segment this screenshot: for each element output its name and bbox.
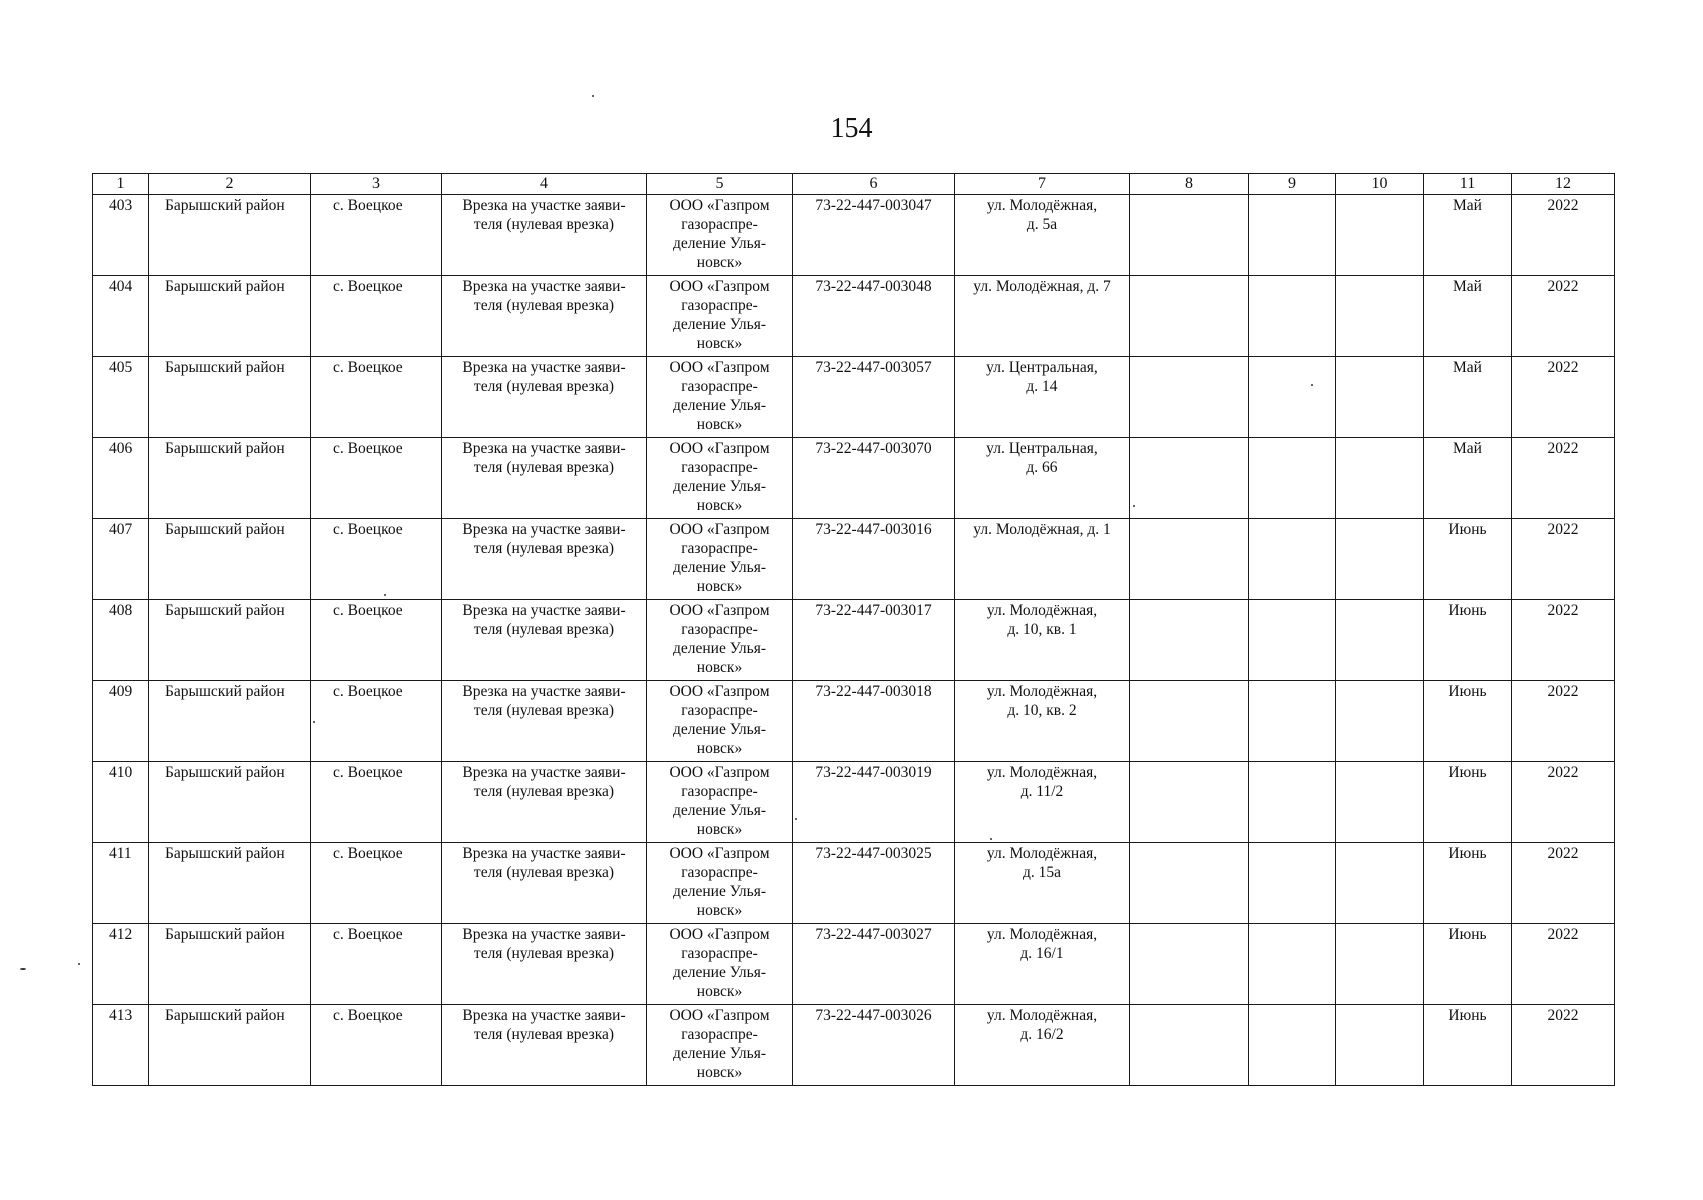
column-9-cell xyxy=(1249,438,1336,519)
settlement-cell: с. Воецкое xyxy=(311,843,442,924)
work-type-cell xyxy=(442,762,647,843)
organization-cell-line: газораспре- xyxy=(681,297,758,314)
address-cell-line: д. 15а xyxy=(1022,864,1062,881)
district-cell: Барышский район xyxy=(149,762,311,843)
column-header-5: 5 xyxy=(647,174,793,195)
column-10-cell xyxy=(1336,924,1424,1005)
district-cell: Барышский район xyxy=(149,843,311,924)
work-type-cell-line: Врезка на участке заяви- xyxy=(462,1007,626,1024)
address-cell xyxy=(955,924,1130,1005)
column-10-cell xyxy=(1336,762,1424,843)
month-cell: Июнь xyxy=(1424,681,1512,762)
month-cell: Июнь xyxy=(1424,762,1512,843)
work-type-cell xyxy=(442,1005,647,1086)
work-type-cell-line: теля (нулевая врезка) xyxy=(473,945,615,962)
work-type-cell xyxy=(442,357,647,438)
organization-cell-line: новск» xyxy=(696,254,743,271)
column-header-8: 8 xyxy=(1130,174,1249,195)
object-code-cell: 73-22-447-003047 xyxy=(793,195,955,276)
organization-cell-line: газораспре- xyxy=(681,702,758,719)
district-cell: Барышский район xyxy=(149,600,311,681)
organization-cell-line: новск» xyxy=(696,821,743,838)
address-cell-line: д. 10, кв. 1 xyxy=(1007,621,1077,638)
work-type-cell xyxy=(442,519,647,600)
organization-cell-line: газораспре- xyxy=(681,783,758,800)
district-cell: Барышский район xyxy=(149,681,311,762)
month-cell: Май xyxy=(1424,438,1512,519)
settlement-cell: с. Воецкое xyxy=(311,681,442,762)
organization-cell xyxy=(647,357,793,438)
header-row xyxy=(93,174,1615,195)
organization-cell-line: деление Улья- xyxy=(672,883,767,900)
register-table xyxy=(92,173,1615,1086)
year-cell: 2022 xyxy=(1512,195,1615,276)
work-type-cell-line: Врезка на участке заяви- xyxy=(462,521,626,538)
column-8-cell xyxy=(1130,1005,1249,1086)
address-cell-line: ул. Молодёжная, xyxy=(986,764,1098,781)
organization-cell-line: новск» xyxy=(696,335,743,352)
column-header-1: 1 xyxy=(93,174,149,195)
organization-cell-line: газораспре- xyxy=(681,216,758,233)
address-cell xyxy=(955,195,1130,276)
address-cell xyxy=(955,600,1130,681)
row-number: 410 xyxy=(93,762,149,843)
column-header-2: 2 xyxy=(149,174,311,195)
address-cell-line: ул. Молодёжная, xyxy=(986,926,1098,943)
year-cell: 2022 xyxy=(1512,438,1615,519)
settlement-cell: с. Воецкое xyxy=(311,762,442,843)
work-type-cell-line: теля (нулевая врезка) xyxy=(473,1026,615,1043)
work-type-cell-line: теля (нулевая врезка) xyxy=(473,297,615,314)
column-9-cell xyxy=(1249,519,1336,600)
organization-cell-line: газораспре- xyxy=(681,459,758,476)
table-row xyxy=(93,924,1615,1005)
organization-cell-line: новск» xyxy=(696,740,743,757)
object-code-cell: 73-22-447-003017 xyxy=(793,600,955,681)
month-cell: Июнь xyxy=(1424,519,1512,600)
table-row xyxy=(93,195,1615,276)
month-cell: Май xyxy=(1424,357,1512,438)
district-cell: Барышский район xyxy=(149,276,311,357)
address-cell-line: ул. Молодёжная, д. 7 xyxy=(973,278,1111,295)
column-9-cell xyxy=(1249,681,1336,762)
year-cell: 2022 xyxy=(1512,519,1615,600)
organization-cell-line: газораспре- xyxy=(681,540,758,557)
work-type-cell-line: Врезка на участке заяви- xyxy=(462,197,626,214)
scan-speck xyxy=(313,721,315,723)
column-8-cell xyxy=(1130,276,1249,357)
table-row xyxy=(93,438,1615,519)
row-number: 413 xyxy=(93,1005,149,1086)
organization-cell-line: деление Улья- xyxy=(672,721,767,738)
scan-speck xyxy=(990,838,992,840)
object-code-cell: 73-22-447-003025 xyxy=(793,843,955,924)
organization-cell-line: газораспре- xyxy=(681,378,758,395)
scan-speck xyxy=(592,95,594,97)
column-header-9: 9 xyxy=(1249,174,1336,195)
row-number: 409 xyxy=(93,681,149,762)
table-row xyxy=(93,762,1615,843)
work-type-cell xyxy=(442,924,647,1005)
organization-cell-line: газораспре- xyxy=(681,621,758,638)
address-cell-line: д. 66 xyxy=(1026,459,1058,476)
organization-cell-line: новск» xyxy=(696,659,743,676)
organization-cell-line: ООО «Газпром xyxy=(669,602,770,619)
organization-cell xyxy=(647,195,793,276)
column-8-cell xyxy=(1130,924,1249,1005)
organization-cell-line: деление Улья- xyxy=(672,397,767,414)
address-cell-line: д. 10, кв. 2 xyxy=(1007,702,1077,719)
organization-cell xyxy=(647,762,793,843)
organization-cell-line: ООО «Газпром xyxy=(669,764,770,781)
page-number: 154 xyxy=(830,113,873,144)
object-code-cell: 73-22-447-003048 xyxy=(793,276,955,357)
organization-cell-line: деление Улья- xyxy=(672,802,767,819)
column-8-cell xyxy=(1130,519,1249,600)
work-type-cell xyxy=(442,195,647,276)
year-cell: 2022 xyxy=(1512,843,1615,924)
year-cell: 2022 xyxy=(1512,1005,1615,1086)
column-header-11: 11 xyxy=(1424,174,1512,195)
column-9-cell xyxy=(1249,843,1336,924)
organization-cell-line: газораспре- xyxy=(681,945,758,962)
column-9-cell xyxy=(1249,762,1336,843)
settlement-cell: с. Воецкое xyxy=(311,519,442,600)
organization-cell-line: ООО «Газпром xyxy=(669,521,770,538)
work-type-cell xyxy=(442,600,647,681)
column-10-cell xyxy=(1336,519,1424,600)
work-type-cell-line: теля (нулевая врезка) xyxy=(473,216,615,233)
row-number: 407 xyxy=(93,519,149,600)
column-10-cell xyxy=(1336,600,1424,681)
address-cell-line: д. 16/2 xyxy=(1020,1026,1064,1043)
address-cell xyxy=(955,1005,1130,1086)
work-type-cell-line: теля (нулевая врезка) xyxy=(473,540,615,557)
district-cell: Барышский район xyxy=(149,357,311,438)
organization-cell-line: деление Улья- xyxy=(672,316,767,333)
column-8-cell xyxy=(1130,762,1249,843)
column-9-cell xyxy=(1249,924,1336,1005)
row-number: 408 xyxy=(93,600,149,681)
row-number: 404 xyxy=(93,276,149,357)
column-header-12: 12 xyxy=(1512,174,1615,195)
organization-cell-line: ООО «Газпром xyxy=(669,926,770,943)
organization-cell-line: деление Улья- xyxy=(672,640,767,657)
work-type-cell-line: Врезка на участке заяви- xyxy=(462,440,626,457)
settlement-cell: с. Воецкое xyxy=(311,195,442,276)
work-type-cell-line: теля (нулевая врезка) xyxy=(473,621,615,638)
organization-cell xyxy=(647,843,793,924)
organization-cell-line: новск» xyxy=(696,1064,743,1081)
district-cell: Барышский район xyxy=(149,924,311,1005)
table-row xyxy=(93,357,1615,438)
address-cell xyxy=(955,438,1130,519)
column-8-cell xyxy=(1130,438,1249,519)
column-header-6: 6 xyxy=(793,174,955,195)
object-code-cell: 73-22-447-003070 xyxy=(793,438,955,519)
scan-speck xyxy=(78,963,80,965)
column-10-cell xyxy=(1336,195,1424,276)
table-row xyxy=(93,600,1615,681)
organization-cell xyxy=(647,438,793,519)
month-cell: Июнь xyxy=(1424,600,1512,681)
address-cell-line: д. 16/1 xyxy=(1020,945,1064,962)
table-row xyxy=(93,276,1615,357)
organization-cell-line: ООО «Газпром xyxy=(669,845,770,862)
organization-cell xyxy=(647,924,793,1005)
table-row xyxy=(93,681,1615,762)
work-type-cell xyxy=(442,438,647,519)
work-type-cell-line: теля (нулевая врезка) xyxy=(473,459,615,476)
object-code-cell: 73-22-447-003027 xyxy=(793,924,955,1005)
month-cell: Июнь xyxy=(1424,924,1512,1005)
object-code-cell: 73-22-447-003019 xyxy=(793,762,955,843)
scan-speck xyxy=(795,818,797,820)
column-10-cell xyxy=(1336,276,1424,357)
scan-speck xyxy=(384,594,386,596)
table-row xyxy=(93,519,1615,600)
address-cell-line: д. 14 xyxy=(1026,378,1058,395)
year-cell: 2022 xyxy=(1512,276,1615,357)
column-8-cell xyxy=(1130,195,1249,276)
organization-cell xyxy=(647,681,793,762)
work-type-cell-line: Врезка на участке заяви- xyxy=(462,845,626,862)
settlement-cell: с. Воецкое xyxy=(311,600,442,681)
organization-cell-line: газораспре- xyxy=(681,864,758,881)
settlement-cell: с. Воецкое xyxy=(311,1005,442,1086)
address-cell-line: ул. Молодёжная, xyxy=(986,197,1098,214)
scan-speck xyxy=(1133,505,1135,507)
work-type-cell xyxy=(442,276,647,357)
settlement-cell: с. Воецкое xyxy=(311,276,442,357)
column-10-cell xyxy=(1336,1005,1424,1086)
row-number: 412 xyxy=(93,924,149,1005)
month-cell: Май xyxy=(1424,195,1512,276)
organization-cell-line: новск» xyxy=(696,902,743,919)
organization-cell-line: ООО «Газпром xyxy=(669,359,770,376)
work-type-cell-line: теля (нулевая врезка) xyxy=(473,864,615,881)
year-cell: 2022 xyxy=(1512,681,1615,762)
address-cell xyxy=(955,762,1130,843)
column-10-cell xyxy=(1336,357,1424,438)
work-type-cell-line: Врезка на участке заяви- xyxy=(462,683,626,700)
table-body xyxy=(93,195,1615,1086)
column-9-cell xyxy=(1249,1005,1336,1086)
column-9-cell xyxy=(1249,357,1336,438)
organization-cell-line: ООО «Газпром xyxy=(669,197,770,214)
organization-cell-line: новск» xyxy=(696,983,743,1000)
organization-cell-line: деление Улья- xyxy=(672,559,767,576)
year-cell: 2022 xyxy=(1512,357,1615,438)
organization-cell-line: газораспре- xyxy=(681,1026,758,1043)
scan-speck xyxy=(1311,384,1313,386)
column-8-cell xyxy=(1130,843,1249,924)
address-cell-line: ул. Центральная, xyxy=(986,359,1098,376)
address-cell-line: ул. Молодёжная, xyxy=(986,683,1098,700)
address-cell-line: д. 11/2 xyxy=(1020,783,1064,800)
month-cell: Июнь xyxy=(1424,843,1512,924)
organization-cell-line: деление Улья- xyxy=(672,1045,767,1062)
row-number: 403 xyxy=(93,195,149,276)
organization-cell xyxy=(647,519,793,600)
row-number: 411 xyxy=(93,843,149,924)
work-type-cell-line: теля (нулевая врезка) xyxy=(473,783,615,800)
organization-cell-line: деление Улья- xyxy=(672,478,767,495)
year-cell: 2022 xyxy=(1512,600,1615,681)
district-cell: Барышский район xyxy=(149,195,311,276)
column-8-cell xyxy=(1130,600,1249,681)
work-type-cell-line: Врезка на участке заяви- xyxy=(462,278,626,295)
month-cell: Июнь xyxy=(1424,1005,1512,1086)
address-cell xyxy=(955,843,1130,924)
year-cell: 2022 xyxy=(1512,762,1615,843)
work-type-cell-line: теля (нулевая врезка) xyxy=(473,702,615,719)
work-type-cell-line: теля (нулевая врезка) xyxy=(473,378,615,395)
column-header-10: 10 xyxy=(1336,174,1424,195)
table-row xyxy=(93,843,1615,924)
organization-cell-line: ООО «Газпром xyxy=(669,278,770,295)
month-cell: Май xyxy=(1424,276,1512,357)
object-code-cell: 73-22-447-003018 xyxy=(793,681,955,762)
work-type-cell xyxy=(442,843,647,924)
column-9-cell xyxy=(1249,195,1336,276)
work-type-cell xyxy=(442,681,647,762)
address-cell xyxy=(955,681,1130,762)
settlement-cell: с. Воецкое xyxy=(311,438,442,519)
district-cell: Барышский район xyxy=(149,519,311,600)
district-cell: Барышский район xyxy=(149,1005,311,1086)
settlement-cell: с. Воецкое xyxy=(311,924,442,1005)
organization-cell xyxy=(647,1005,793,1086)
column-10-cell xyxy=(1336,843,1424,924)
address-cell-line: ул. Молодёжная, xyxy=(986,845,1098,862)
district-cell: Барышский район xyxy=(149,438,311,519)
column-header-4: 4 xyxy=(442,174,647,195)
address-cell xyxy=(955,357,1130,438)
organization-cell-line: новск» xyxy=(696,578,743,595)
address-cell xyxy=(955,276,1130,357)
object-code-cell: 73-22-447-003026 xyxy=(793,1005,955,1086)
organization-cell-line: новск» xyxy=(696,416,743,433)
organization-cell xyxy=(647,276,793,357)
work-type-cell-line: Врезка на участке заяви- xyxy=(462,602,626,619)
column-8-cell xyxy=(1130,681,1249,762)
organization-cell-line: новск» xyxy=(696,497,743,514)
column-10-cell xyxy=(1336,681,1424,762)
work-type-cell-line: Врезка на участке заяви- xyxy=(462,764,626,781)
column-header-3: 3 xyxy=(311,174,442,195)
organization-cell-line: ООО «Газпром xyxy=(669,683,770,700)
address-cell-line: д. 5а xyxy=(1026,216,1058,233)
column-9-cell xyxy=(1249,600,1336,681)
scan-speck xyxy=(20,968,26,970)
row-number: 405 xyxy=(93,357,149,438)
column-header-7: 7 xyxy=(955,174,1130,195)
row-number: 406 xyxy=(93,438,149,519)
address-cell-line: ул. Молодёжная, д. 1 xyxy=(973,521,1111,538)
table-row xyxy=(93,1005,1615,1086)
address-cell-line: ул. Молодёжная, xyxy=(986,1007,1098,1024)
address-cell xyxy=(955,519,1130,600)
organization-cell xyxy=(647,600,793,681)
organization-cell-line: деление Улья- xyxy=(672,964,767,981)
column-10-cell xyxy=(1336,438,1424,519)
column-8-cell xyxy=(1130,357,1249,438)
work-type-cell-line: Врезка на участке заяви- xyxy=(462,359,626,376)
column-9-cell xyxy=(1249,276,1336,357)
organization-cell-line: ООО «Газпром xyxy=(669,440,770,457)
organization-cell-line: деление Улья- xyxy=(672,235,767,252)
address-cell-line: ул. Молодёжная, xyxy=(986,602,1098,619)
settlement-cell: с. Воецкое xyxy=(311,357,442,438)
year-cell: 2022 xyxy=(1512,924,1615,1005)
address-cell-line: ул. Центральная, xyxy=(986,440,1098,457)
object-code-cell: 73-22-447-003016 xyxy=(793,519,955,600)
work-type-cell-line: Врезка на участке заяви- xyxy=(462,926,626,943)
organization-cell-line: ООО «Газпром xyxy=(669,1007,770,1024)
object-code-cell: 73-22-447-003057 xyxy=(793,357,955,438)
table-header xyxy=(93,174,1615,195)
